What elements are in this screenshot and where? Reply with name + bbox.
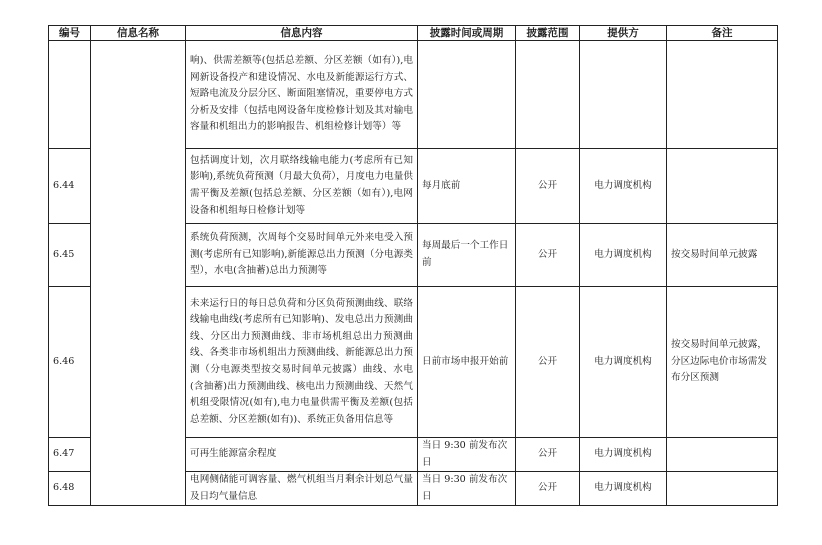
row-provider: 电力调度机构 [580, 224, 667, 287]
row-content: 系统负荷预测，次周每个交易时间单元外来电受入预测(考虑所有已知影响),新能源总出力预测（分电源类型），水电(含抽蓄)总出力预测等 [186, 224, 418, 287]
row-id: 6.48 [49, 472, 91, 506]
row-provider: 电力调度机构 [580, 149, 667, 224]
row-scope: 公开 [516, 438, 580, 472]
row-note [667, 149, 778, 224]
row-provider: 电力调度机构 [580, 472, 667, 506]
disclosure-table [48, 25, 778, 506]
header-note: 备注 [667, 26, 778, 41]
row-time: 当日 9:30 前发布次日 [418, 472, 516, 506]
info-name-cell [91, 41, 186, 506]
row-scope [516, 41, 580, 149]
row-content: 未来运行日的每日总负荷和分区负荷预测曲线、联络线输电曲线(考虑所有已知影响)、发电总出力预测曲线、分区出力预测曲线、非市场机组总出力预测曲线、各类非市场机组出力预测曲线、新能源总出力预测（分电源类型按交易时间单元披露）曲线、水电(含抽蓄)出力预测曲线、核电出力预测曲线、天然气机组受限情况(如有),电力电量供需平衡及差额(包括总差额、分区差额(如有))、系统正负备用信息等 [186, 287, 418, 438]
row-time [418, 41, 516, 149]
row-note: 按交易时间单元披露 [667, 224, 778, 287]
header-id: 编号 [49, 26, 91, 41]
row-id: 6.46 [49, 287, 91, 438]
row-note: 按交易时间单元披露，分区边际电价市场需发布分区预测 [667, 287, 778, 438]
header-disclosure-scope: 披露范围 [516, 26, 580, 41]
row-scope: 公开 [516, 224, 580, 287]
row-provider [580, 41, 667, 149]
row-provider: 电力调度机构 [580, 438, 667, 472]
row-id: 6.47 [49, 438, 91, 472]
row-note [667, 41, 778, 149]
row-time: 当日 9:30 前发布次日 [418, 438, 516, 472]
row-id: 6.45 [49, 224, 91, 287]
row-id [49, 41, 91, 149]
row-time: 每周最后一个工作日前 [418, 224, 516, 287]
row-scope: 公开 [516, 149, 580, 224]
row-scope: 公开 [516, 472, 580, 506]
table-header-row [49, 26, 778, 41]
row-note [667, 472, 778, 506]
row-note [667, 438, 778, 472]
row-content: 可再生能源富余程度 [186, 438, 418, 472]
row-content: 包括调度计划，次月联络线输电能力(考虑所有已知影响),系统负荷预测（月最大负荷），月度电力电量供需平衡及差额(包括总差额、分区差额（如有）),电网设备和机组每日检修计划等 [186, 149, 418, 224]
row-scope: 公开 [516, 287, 580, 438]
header-provider: 提供方 [580, 26, 667, 41]
row-content: 电网侧储能可调容量、燃气机组当月剩余计划总气量及日均气量信息 [186, 472, 418, 506]
row-id: 6.44 [49, 149, 91, 224]
row-provider: 电力调度机构 [580, 287, 667, 438]
row-content: 响)、供需差额等(包括总差额、分区差额（如有）),电网新设备投产和建设情况、水电及新能源运行方式、短路电流及分层分区、断面阻塞情况，重要停电方式分析及安排（包括电网设备年度检修计划及其对输电容量和机组出力的影响报告、机组检修计划等）等 [186, 41, 418, 149]
header-disclosure-time: 披露时间或周期 [418, 26, 516, 41]
row-time: 每月底前 [418, 149, 516, 224]
table-row [49, 41, 778, 149]
header-info-content: 信息内容 [186, 26, 418, 41]
row-time: 日前市场申报开始前 [418, 287, 516, 438]
header-info-name: 信息名称 [91, 26, 186, 41]
